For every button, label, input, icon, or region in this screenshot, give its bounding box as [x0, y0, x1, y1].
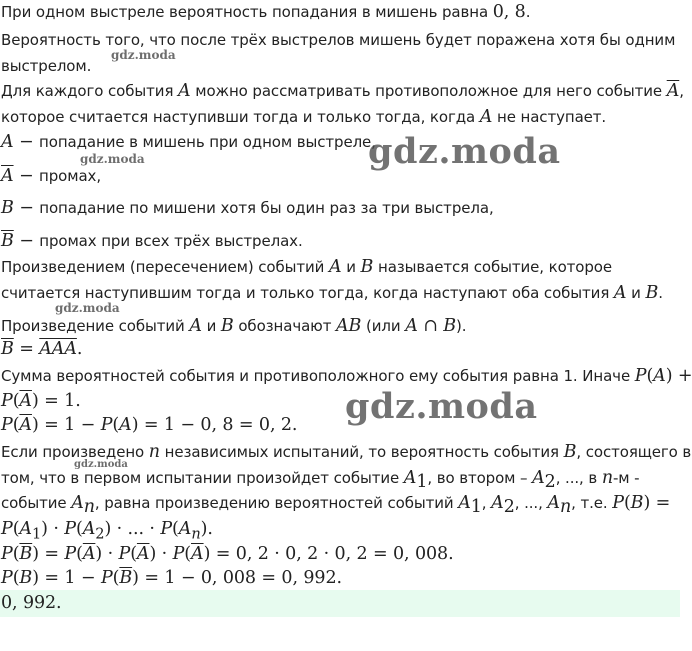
watermark-small: gdz.moda — [74, 459, 128, 470]
watermark-small: gdz.moda — [55, 301, 120, 315]
text-line: том, что в первом испытании произойдет событие $A_1$, во втором – $A_2$, ..., в n-м - — [1, 468, 640, 492]
text-line: $\overline{B}$ − промах при всех трёх выстрелах. — [1, 231, 303, 251]
formula-line: $P(A_1) \cdot P(A_2)$ · ... · $P(A_n)$. — [1, 519, 213, 543]
formula-line: $P(\overline{B}) = P(\overline{A}) \cdot P(\overline{A}) \cdot P(\overline{A}) = 0$, 2 · 0, 2 · 0, 2 = 0, 008. — [1, 544, 454, 564]
watermark-small: gdz.moda — [80, 152, 145, 166]
text-line: выстрелом. — [1, 57, 92, 75]
text-line: Произведением (пересечением) событий A и B называется событие, которое — [1, 257, 612, 277]
text-line: Произведение событий A и B обозначают AB (или A ∩ B). — [1, 316, 467, 336]
formula-line: $P(\overline{A}) = 1 - P(A) = 1 - 0$, 8 = 0, 2. — [1, 415, 298, 435]
answer-line: 0, 992. — [1, 593, 62, 613]
watermark-large: gdz.moda — [368, 131, 561, 172]
text-line: A − попадание в мишень при одном выстреле, — [1, 132, 376, 152]
text-line: При одном выстреле вероятность попадания в мишень равна 0, 8. — [1, 2, 531, 22]
watermark-large: gdz.moda — [345, 386, 538, 427]
text-line: событие $A_n$, равна произведению вероятностей событий $A_1$, $A_2$, ..., $A_n$, т.е. P(B) = — [1, 493, 671, 517]
formula-line: $P(B) = 1 - P(\overline{B}) = 1 - 0$, 008 = 0, 992. — [1, 568, 342, 588]
text-line: Для каждого события A можно рассматривать противоположное для него событие $\overline{A}$, — [1, 81, 684, 101]
text-line: считается наступившим тогда и только тогда, когда наступают оба события A и B. — [1, 283, 663, 303]
text-line: Вероятность того, что после трёх выстрелов мишень будет поражена хотя бы одним — [1, 31, 676, 49]
text-line: B − попадание по мишени хотя бы один раз за три выстрела, — [1, 198, 494, 218]
formula-line: $P(\overline{A}) = 1$. — [1, 391, 81, 411]
text-line: $\overline{A}$ − промах, — [1, 166, 102, 186]
formula-line: $\overline{B} = \overline{AAA}$. — [1, 339, 83, 359]
watermark-small: gdz.moda — [111, 48, 176, 62]
text-line: которое считается наступивши тогда и только тогда, когда A не наступает. — [1, 107, 607, 127]
answer-highlight — [0, 590, 680, 617]
text-line: Сумма вероятностей события и противоположного ему события равна 1. Иначе P(A) + — [1, 366, 692, 386]
text-line: Если произведено n независимых испытаний, то вероятность события B, состоящего в — [1, 442, 692, 462]
